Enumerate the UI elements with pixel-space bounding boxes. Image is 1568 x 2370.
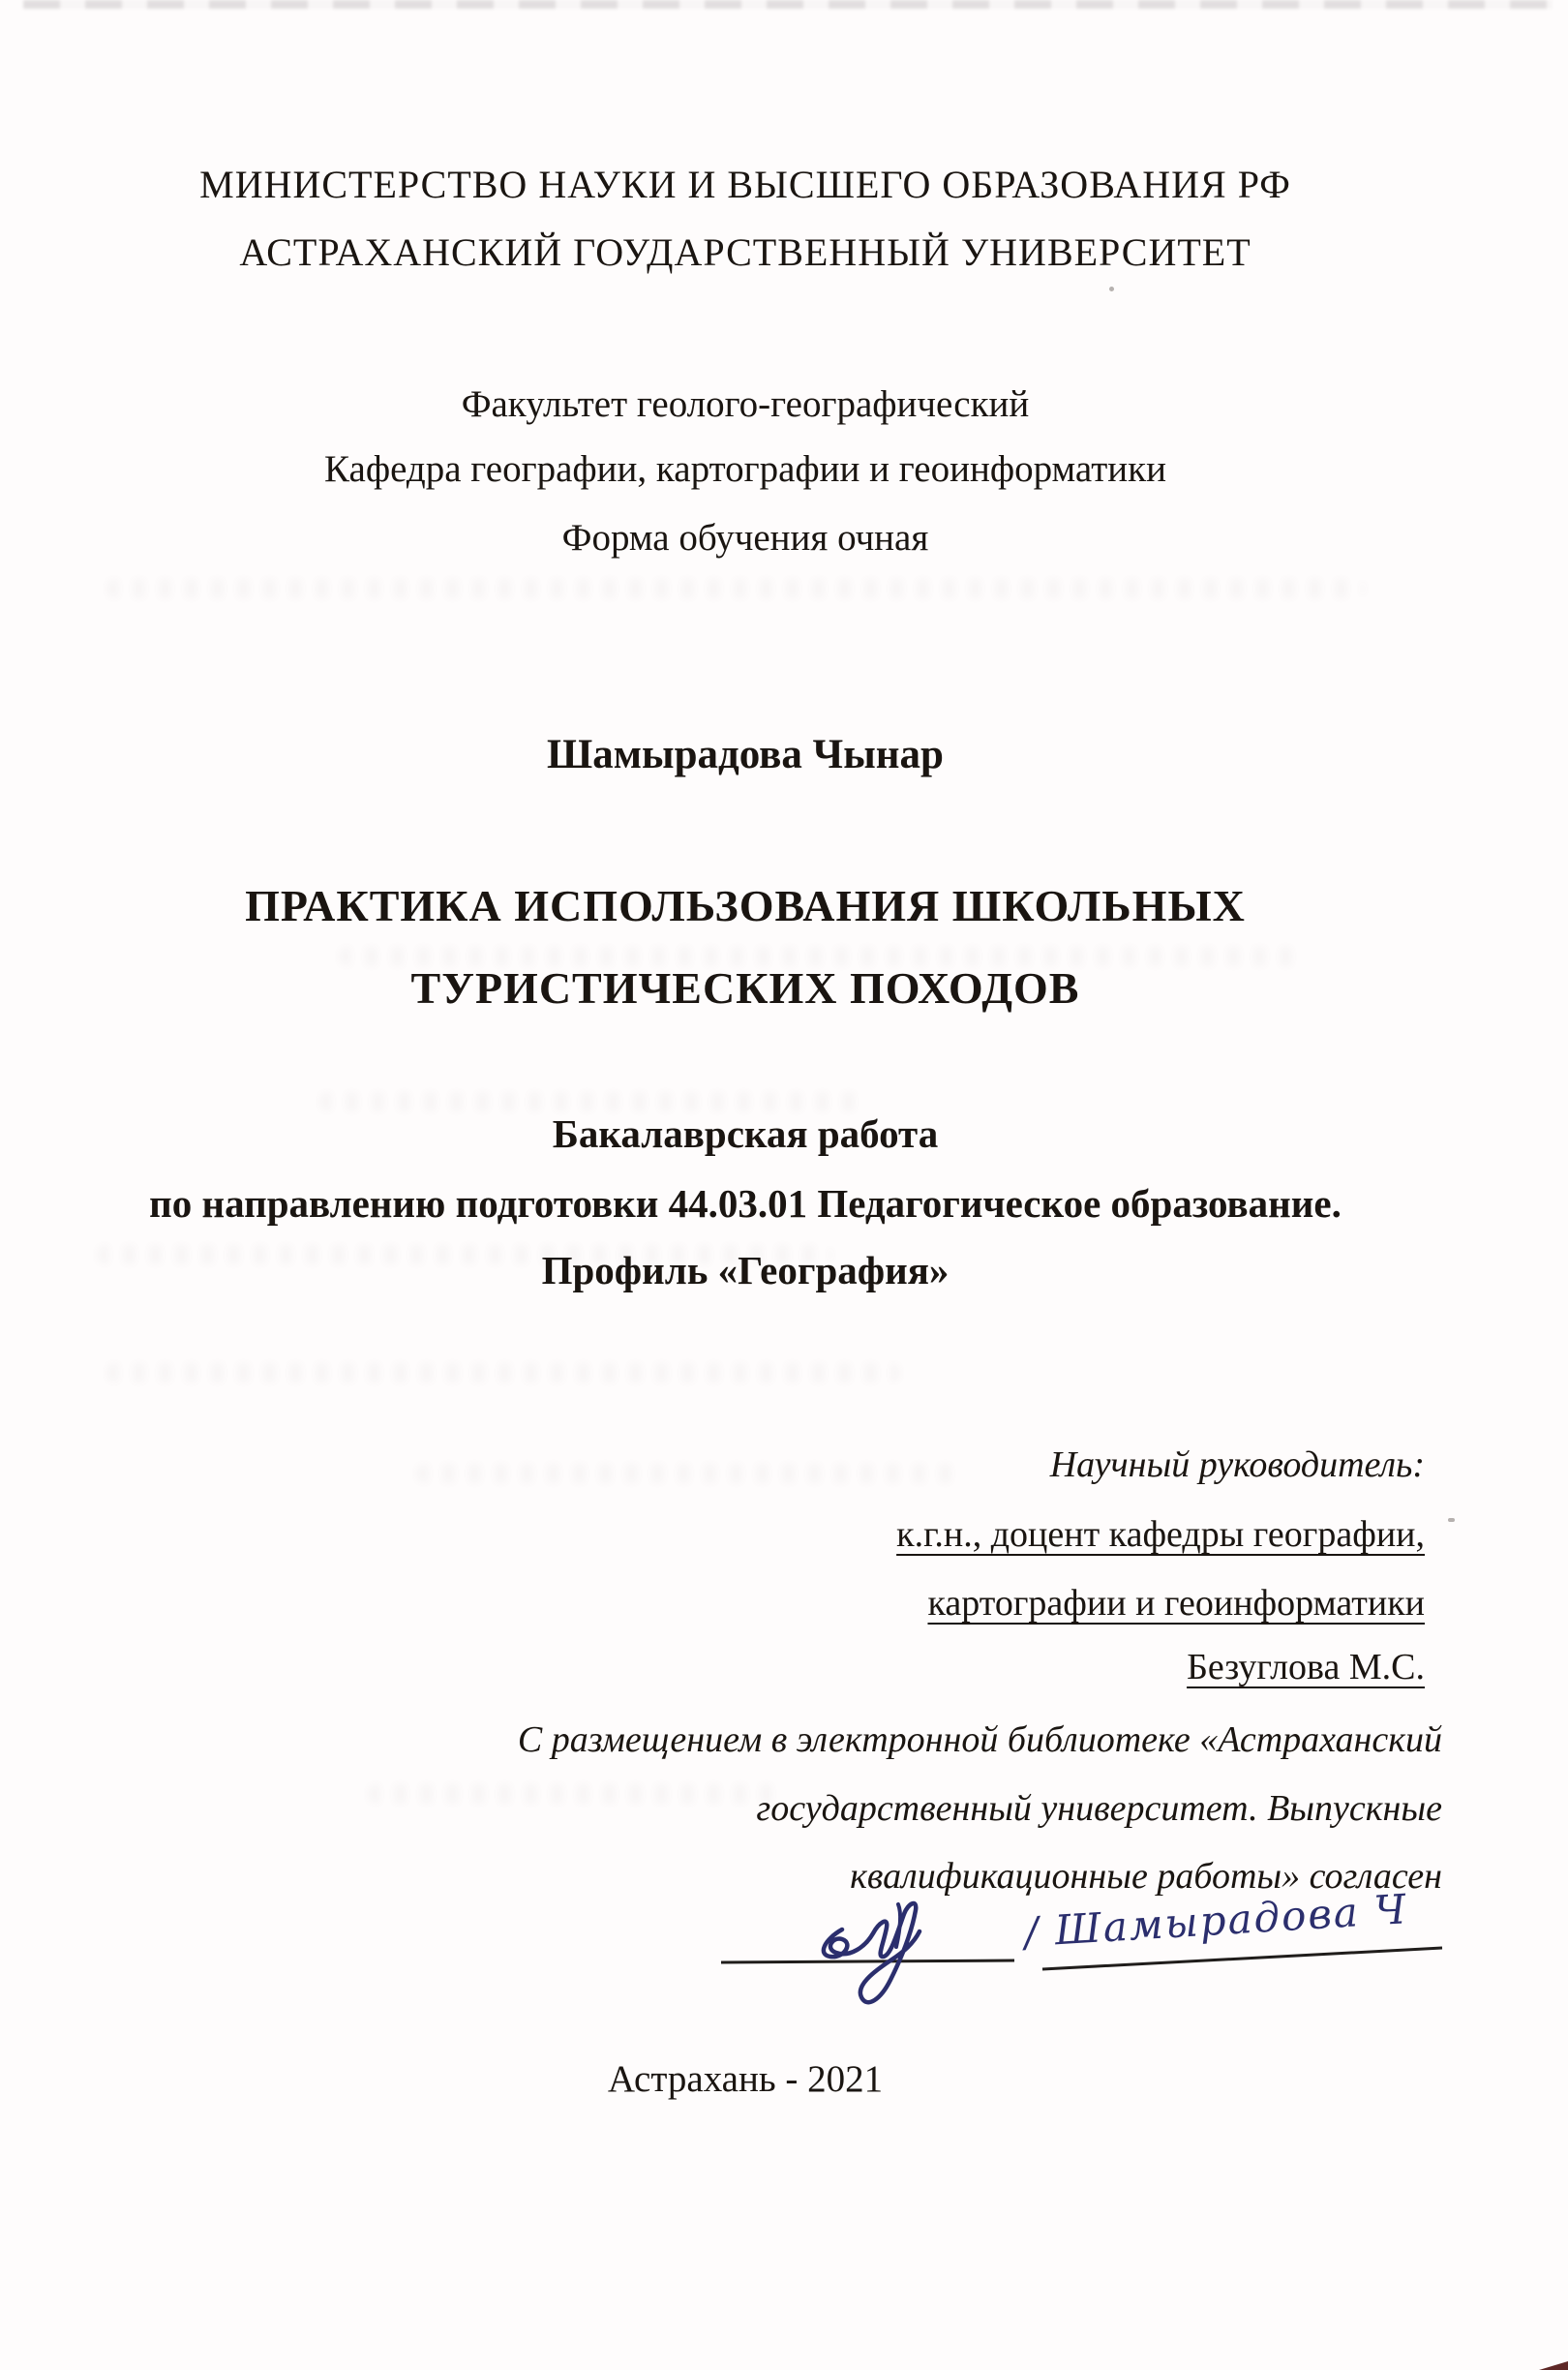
signature-flourish-icon bbox=[824, 1903, 920, 2002]
scan-artifact-top-band bbox=[23, 0, 1553, 9]
scan-artifact-dot bbox=[1448, 1518, 1455, 1522]
scan-artifact bbox=[319, 1092, 861, 1111]
supervisor-name: Безуглова М.С. bbox=[1187, 1647, 1425, 1687]
author-name: Шамырадова Чынар bbox=[547, 732, 944, 777]
consent-line-1: С размещением в электронной библиотеке «Астраханский bbox=[517, 1719, 1442, 1760]
scan-artifact bbox=[368, 1784, 784, 1804]
ministry-line: МИНИСТЕРСТВО НАУКИ И ВЫСШЕГО ОБРАЗОВАНИЯ РФ bbox=[199, 163, 1291, 206]
thesis-title-line-1: ПРАКТИКА ИСПОЛЬЗОВАНИЯ ШКОЛЬНЫХ bbox=[245, 881, 1246, 930]
signature-block bbox=[697, 1885, 1471, 2019]
university-line: АСТРАХАНСКИЙ ГОУДАРСТВЕННЫЙ УНИВЕРСИТЕТ bbox=[239, 230, 1251, 274]
program-line: по направлению подготовки 44.03.01 Педагогическое образование. bbox=[149, 1181, 1342, 1226]
thesis-title-line-2: ТУРИСТИЧЕСКИХ ПОХОДОВ bbox=[410, 963, 1080, 1013]
faculty-line: Факультет геолого-географический bbox=[461, 383, 1030, 425]
signature-line-left bbox=[721, 1960, 1014, 1962]
profile-line: Профиль «География» bbox=[541, 1248, 950, 1292]
supervisor-label: Научный руководитель: bbox=[1049, 1444, 1425, 1485]
work-type-line: Бакалаврская работа bbox=[552, 1111, 939, 1156]
consent-line-2: государственный университет. Выпускные bbox=[756, 1788, 1442, 1829]
signature-flourish-stem-icon bbox=[896, 1904, 900, 1947]
scan-artifact-corner bbox=[1539, 2361, 1568, 2370]
scan-artifact-dot bbox=[1109, 287, 1114, 291]
signature-handwritten-name: / Шамырадова Ч bbox=[1022, 1885, 1409, 1957]
supervisor-degree-line-1: к.г.н., доцент кафедры географии, bbox=[896, 1514, 1425, 1555]
scan-artifact bbox=[106, 1363, 900, 1382]
city-year-line: Астрахань - 2021 bbox=[607, 2058, 884, 2100]
department-line: Кафедра географии, картографии и геоинформатики bbox=[324, 448, 1166, 490]
study-form-line: Форма обучения очная bbox=[561, 517, 929, 559]
consent-line-3: квалификационные работы» согласен bbox=[850, 1856, 1442, 1897]
scan-artifact bbox=[106, 579, 1365, 598]
supervisor-degree-line-2: картографии и геоинформатики bbox=[927, 1583, 1425, 1624]
scan-artifact bbox=[416, 1464, 958, 1483]
